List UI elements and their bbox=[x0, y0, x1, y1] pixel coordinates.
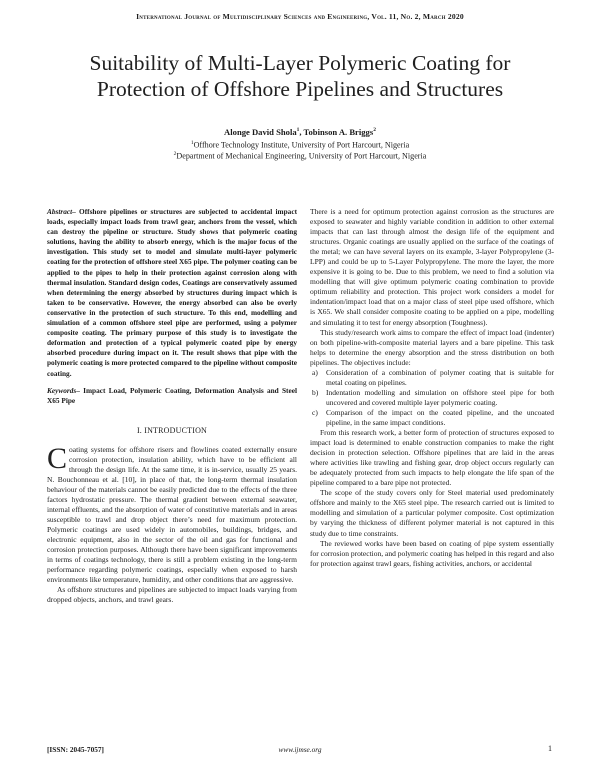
affiliation-1-sup: 1 bbox=[190, 140, 194, 146]
affiliation-1 bbox=[0, 140, 600, 150]
intro-paragraph-1 bbox=[47, 441, 297, 586]
affiliation-2-text: Department of Mechanical Engineering, University of Port Harcourt, Nigeria bbox=[176, 151, 427, 161]
abstract-text: Offshore pipelines or structures are subjected to accidental impact loads, especially impact loads from trawl gear, anchors from the vessel, which can destroy the pipeline or structure. Study shows that polymeric coating solutions, having the ability to absorb energy, which is the major focus of the investigation. This study set to model and simulate multi-layer polymeric coating for the protection of offshore steel X65 pipe. The polymer coating can be applied to the pipes to help in their protection against corrosion along with thermal insulation. Standard design codes, Coatings are conservatively assumed when determining the energy absorbed by structures during impact which is taken to be conservative. However, the energy absorbed can also be overly conservative in the protection of such structure. To this end, modelling and simulation of a common offshore steel pipe are performed, using a polymer composite coating. The primary purpose of this study is to investigate the deformation and protection of a typical polymeric coated pipe by energy absorbed procedure during impact on it. The result shows that pipe with the polymeric coating is more protected compared to the pipeline without composite coating. bbox=[47, 207, 297, 378]
title-line-1: Suitability of Multi-Layer Polymeric Coating for bbox=[89, 51, 511, 75]
affiliation-1-text: Offhore Technology Institute, University of Port Harcourt, Nigeria bbox=[193, 140, 410, 150]
right-paragraph-3: From this research work, a better form of protection of structures exposed to impact load is determined to enable construction companies to make the right decision in protection selection. Offshore pipelines that are laid in the areas where activities like trawling and fishing gear, drop object occurs regularly can be adequately protected from such impacts to help elongate the life span of the pipeline compared to a bare pipe not protected. bbox=[310, 428, 554, 488]
intro-paragraph-2: As offshore structures and pipelines are subjected to impact loads varying from dropped objects, anchors, and trawl gears. bbox=[47, 585, 297, 605]
title-line-2: Protection of Offshore Pipelines and Structures bbox=[96, 77, 504, 101]
right-paragraph-5: The reviewed works have been based on coating of pipe system essentially for corrosion protection, and polymeric coating has helped in this regard and also for protection against trawl gears, fishing activities, anchors, or accidental bbox=[310, 538, 554, 568]
list-item-text: Indentation modelling and simulation on offshore steel pipe for both uncovered and covered multiple layer polymeric coating. bbox=[326, 387, 554, 407]
paper-title bbox=[30, 50, 570, 102]
author-2-sup: 2 bbox=[373, 127, 376, 134]
right-paragraph-2: This study/research work aims to compare the effect of impact load (indenter) on both pipeline-with-composite material layers and a bare pipeline. This task helps to determine the energy absorption and the stress distribution on both pipelines. The objectives include: bbox=[310, 327, 554, 367]
journal-header: International Journal of Multidisciplinary Sciences and Engineering, Vol. 11, No. 2, March 2020 bbox=[136, 12, 464, 21]
footer-issn: [ISSN: 2045-7057] bbox=[47, 745, 104, 754]
list-item bbox=[310, 368, 554, 388]
keywords-text: Impact Load, Polymeric Coating, Deformation Analysis and Steel X65 Pipe bbox=[47, 385, 297, 405]
abstract bbox=[47, 207, 297, 379]
affiliation-2 bbox=[0, 151, 600, 161]
left-column bbox=[47, 207, 297, 606]
author-separator: , bbox=[299, 127, 304, 137]
abstract-dash: – bbox=[72, 207, 80, 216]
list-item bbox=[310, 388, 554, 408]
author-1-sup: 1 bbox=[296, 127, 300, 134]
keywords-label: Keywords bbox=[47, 385, 77, 395]
drop-cap: C bbox=[47, 441, 68, 475]
keywords bbox=[47, 386, 297, 406]
author-1: Alonge David Shola bbox=[224, 127, 297, 137]
intro-paragraph-1-text: oating systems for offshore risers and flowlines coated externally ensure corrosion protection, insulation ability, which have to be efficient all through the design life. At the same time, it is in-service, usually 25 years. N. Bouchonneau et al. [10], in place of that, the long-term thermal insulation behaviour of the materials cannot be easily predicted due to the effects of the three factors hydrostatic pressure. The thermal gradient between external seawater, internal effluents, and the absorption of water of constitutive materials and in areas susceptible to trawl and drop object there’s need for maximum protection. Polymeric coatings are used widely in automobiles, buildings, bridges, and electronic equipment, also in the sector of the oil and gas for functional and corrosion protection purposes. Although there have been significant improvements in terms of coatings technology, there is still a problem existing in the long-term performance regarding polymeric coatings, especially when exposed to harsh environments like temperature, humidity, and other conditions that are aggressive. bbox=[47, 444, 297, 585]
list-item-text: Comparison of the impact on the coated pipeline, and the uncoated pipeline, in the same impact conditions. bbox=[326, 407, 554, 427]
author-list bbox=[0, 127, 600, 137]
keywords-dash: – bbox=[76, 385, 84, 395]
list-item-text: Consideration of a combination of polymer coating that is suitable for metal coating on pipelines. bbox=[326, 367, 554, 387]
footer-website-link[interactable]: www.ijmse.org bbox=[278, 745, 322, 754]
list-item-marker: a) bbox=[312, 367, 318, 377]
right-paragraph-1: There is a need for optimum protection against corrosion as the structures are exposed to seawater and highly variable condition in addition to other external impacts that can last through almost the design life of the equipment and structures. Organic coatings are usually applied on the surface of the coatings of the metal; we can have several layers on its example, 3-layer Polypropylene (3-LPP) and could be up to 5-Layer Polypropylene. The more the layer, the more expensive it is going to be. Due to this problem, we need to find a solution via modelling that will give optimum polymeric coating combination to provide optimum reliability and protection. This project work considers a model for indentation/impact load that on a major class of steel pipe used offshore, which is X65. We shall consider composite coating to be applied on a pipe, modelling and simulating it to test for energy absorption (Toughness). bbox=[310, 207, 554, 327]
list-item bbox=[310, 408, 554, 428]
abstract-label: Abstract bbox=[47, 207, 73, 216]
objectives-list bbox=[310, 368, 554, 428]
author-2: Tobinson A. Briggs bbox=[303, 127, 374, 137]
right-column bbox=[310, 207, 554, 569]
affiliation-2-sup: 2 bbox=[173, 151, 177, 157]
page-number: 1 bbox=[548, 744, 552, 753]
right-paragraph-4: The scope of the study covers only for Steel material used predominately offshore and mainly to the X65 steel pipe. The research carried out is limited to modelling and simulation of a particular polymer composite. Cost optimization by varying the thickness of different polymer material is not captured in this study due to time constraints. bbox=[310, 488, 554, 538]
list-item-marker: c) bbox=[312, 407, 318, 417]
list-item-marker: b) bbox=[312, 387, 319, 397]
introduction-heading: I. INTRODUCTION bbox=[136, 425, 208, 435]
